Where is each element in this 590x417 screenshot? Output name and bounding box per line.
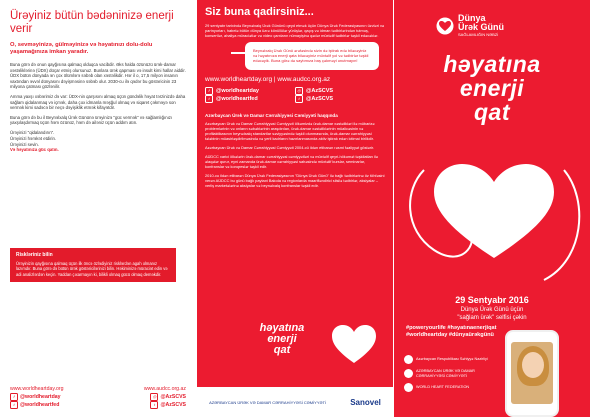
mid-twitter-handle-2: @AzSCVS bbox=[306, 95, 334, 102]
instagram-icon: ◎ bbox=[295, 87, 303, 95]
left-paragraph-1: Buna görə də onun qayğısına qalmaq olduqca vacibdir. Əks halda özünüzü ürək-damar xəstəliklərinə (ÜDX) düçar etmiş olursunuz. Bunlara ürək qapması və insult kimi hallar aiddir. ÜDX bütün dünyada ən çox ölümlərə səbəb olan xəstəlikdir. Hər il o, 17,5 milyon insanın vaxtından əvvəl dünyasını dəyişməsinə səbəb olur. 2030-cu ilə qədər bu göstəricinin 23 milyona çatması gözlənilir. bbox=[10, 62, 186, 90]
audcc-emblem-icon bbox=[404, 369, 413, 378]
footer-link-worldheartday[interactable]: www.worldheartday.org bbox=[10, 386, 64, 392]
risk-box bbox=[10, 248, 176, 282]
phone-screen bbox=[511, 342, 553, 404]
slogan-word: qat bbox=[273, 344, 291, 356]
footer-twitter-handle: @worldheartfed bbox=[20, 402, 60, 408]
footer-instagram[interactable] bbox=[150, 393, 186, 401]
left-footer bbox=[10, 385, 186, 409]
footer-twitter-handle-2: @AzSCVS bbox=[160, 402, 186, 408]
heart-icon bbox=[332, 325, 376, 365]
mid-card: Beynəlxalq Ürək Günü ərəfəsində sizin də iştirak edə biləcəyiniz və həyatınıza enerji qata biləcəyiniz müxtəlif yol və tədbirlər təşkil edəcəyik. Buna görə də saytımıza baş çəkməyi unutmayın! bbox=[245, 42, 379, 70]
whf-logo-label: WORLD HEART FEDERATION bbox=[416, 385, 470, 390]
right-slogan bbox=[394, 52, 590, 124]
mid-logos bbox=[197, 387, 393, 417]
right-logos bbox=[404, 355, 494, 397]
mid-social bbox=[205, 87, 385, 103]
slogan-word: enerji bbox=[459, 75, 525, 101]
society-title: Azərbaycan Ürək və Damar Cərrahiyyəsi Cəmiyyəti haqqında bbox=[205, 112, 338, 118]
mid-twitter-2[interactable] bbox=[295, 95, 385, 103]
society-paragraph-2: Azərbaycan Ürək və Damar Cərrahiyyəsi Cəmiyyəti 2004-cü ildən etibarən rəsmi fəaliyyət göstərir. bbox=[205, 144, 375, 150]
sanovel-logo: Sanovel bbox=[350, 397, 381, 407]
mid-facebook[interactable] bbox=[205, 87, 295, 95]
left-paragraph-3: Buna görə də bu il Beynəlxalq Ürək Gününə ürəyinizə "güc vermək" və sağlamlığınızı yaxşılaşdırmaq üçün həm özünüz, həm də ailəniz üçün addım atın. bbox=[10, 114, 173, 126]
ministry-logo bbox=[404, 355, 494, 364]
selfie-face bbox=[522, 352, 544, 378]
mid-instagram[interactable] bbox=[295, 87, 385, 95]
slogan-word: həyatına bbox=[259, 322, 305, 334]
society-paragraph-1: Azərbaycan Ürək və Damar Cərrahiyyəsi Cəmiyyəti ölkəmizdə ürək-damar xəstəlikləri ilə mübarizə problemlərinin və onların səbəblərinin araşdırılan, ürək-damar xəstəliklərinin müalicəsinin və profilaktikasının beynəlxalq standartlar səviyyəsində təşkil olunmasında, ürək-damar cərrahiyyəsi tələbinin müasirləşdirilməsində və yerli kadrların hazırlanmasında aktiv iştirak edən ictimai birlikdir. bbox=[205, 120, 375, 141]
right-panel bbox=[394, 0, 590, 417]
left-list bbox=[10, 130, 186, 153]
heart-cable-illustration bbox=[394, 140, 590, 290]
ministry-emblem-icon bbox=[404, 355, 413, 364]
list-item: Ürəyinizi hərəkət etdirin. bbox=[10, 135, 57, 141]
society-paragraph-3: AÜDCC xarici ölkələrin ürək-damar cərrahiyyəsi cəmiyyətləri və müxtəlif qeyri-hökumət təşkilatları ilə əlaqələr qurur, eyni zamanda ürək-damar cərrahiyyəsi sahəsində müxtəlif kurslar, seminarlar, konfranslar və konqreslər təşkil edir. bbox=[205, 153, 378, 169]
event-caption bbox=[394, 307, 590, 322]
facebook-icon: f bbox=[10, 393, 18, 401]
mid-title: Siz buna qadirsiniz... bbox=[205, 6, 314, 18]
hashtag-line: #poweryourlife #həyatınaenerjiqat bbox=[406, 325, 497, 331]
hashtags bbox=[406, 325, 496, 339]
left-title: Ürəyiniz bütün bədəninizə enerji verir bbox=[10, 10, 174, 35]
mid-facebook-handle: @worldheartday bbox=[216, 87, 259, 94]
mid-twitter-handle: @worldheartfed bbox=[216, 95, 258, 102]
audcc-logo: AZƏRBAYCAN ÜRƏK VƏ DAMAR CƏRRAHİYYƏSİ CƏMİYYƏTİ bbox=[209, 399, 327, 405]
list-final: Və həyatınıza güc qatın. bbox=[10, 147, 59, 153]
slogan-word: qat bbox=[474, 99, 510, 125]
mid-paragraph: 29 sentyabr tarixində Beynəlxalq Ürək Gününü qeyd etmək üçün Dünya Ürək Federasiyasının üzvləri və partnyorları, habelə bütün dünya üzrə könüllülər yürüşlər, qaçış və idman tədbirlərindən tutmuş, konsertlər, ahaliya müraciətlər və video çarxların nümayişinə qədər müxtəlif tədbirlər təşkil edəcəklər. bbox=[205, 23, 385, 38]
phone-selfie bbox=[505, 330, 559, 417]
slogan-word: həyatına bbox=[443, 51, 541, 77]
instagram-icon: ◎ bbox=[150, 393, 158, 401]
twitter-icon: t bbox=[295, 95, 303, 103]
twitter-icon: t bbox=[150, 401, 158, 409]
facebook-icon: f bbox=[205, 87, 213, 95]
society-paragraph-4: 2010-cu ildən etibarən Dünya Ürək Federasiyasının "Dünya Ürək Günü" ilə bağlı tədbirlərinə öz töhfəsini verən AÜDCC bu günü bağlı paytaxt Bakıda və regionlarda maarifləndirici silsilə tədbirlər, aksiyalar – verliş marketələrinə aksiyalar və beynəlxalq konfranslar təşkil edir. bbox=[205, 172, 385, 188]
risk-title: Riskləriniz bilin bbox=[16, 252, 53, 258]
footer-facebook-handle: @worldheartday bbox=[20, 394, 61, 400]
left-subtitle: O, sevməyinizə, gülməyinizə və həyatınızı dolu-dolu yaşamağınıza imkan yaradır. bbox=[10, 42, 153, 55]
whf-emblem-icon bbox=[404, 383, 413, 392]
footer-link-audcc[interactable]: www.audcc.org.az bbox=[143, 386, 186, 392]
mid-slogan bbox=[237, 323, 327, 356]
left-paragraph-2: Amma yaxşı xəbərimiz də var: ÜDX-nin qarşısını almaq üçün gündəlik həyat tərzinizdə daha sağlam qidalanmaq və içmək, daha çox idmanla məşğul olmaq və siqaret çəkməyə son vermək kimi sadəcə bir neçə dəyişiklik etmək kifayətdir. bbox=[10, 93, 186, 111]
twitter-icon: t bbox=[205, 95, 213, 103]
twitter-icon: t bbox=[10, 401, 18, 409]
hashtag-line: #worldheartday #dünyaürəkgünü bbox=[406, 332, 494, 338]
slogan-word: enerji bbox=[267, 333, 297, 345]
middle-panel bbox=[197, 0, 393, 417]
audcc-logo-label: AZƏRBAYCAN ÜRƏK VƏ DAMAR CƏRRAHİYYƏSİ CƏMİYYƏTİ bbox=[416, 369, 475, 378]
caption-line-1: Dünya Ürək Günü üçün bbox=[460, 307, 524, 313]
heart-logo-icon bbox=[436, 17, 454, 35]
ministry-logo-label: Azərbaycan Respublikası Səhiyyə Nazirliyi bbox=[416, 357, 488, 362]
left-panel bbox=[0, 0, 196, 417]
brand-line-2: Ürək Günü bbox=[458, 22, 505, 32]
caption-line-2: "sağlam ürək" selfisi çəkin bbox=[457, 314, 527, 321]
mid-instagram-handle: @AzSCVS bbox=[306, 87, 334, 94]
mid-twitter[interactable] bbox=[205, 95, 295, 103]
list-item: Ürəyinizi sevin. bbox=[10, 141, 39, 147]
event-date: 29 Sentyabr 2016 bbox=[455, 295, 529, 305]
whf-logo bbox=[404, 383, 494, 392]
mid-url[interactable]: www.worldheartday.org | www.audcc.org.az bbox=[205, 75, 331, 83]
brand-sub: SAĞLAMLIĞIN NƏBZİ bbox=[458, 32, 499, 37]
footer-twitter[interactable] bbox=[10, 401, 59, 409]
world-heart-day-wordmark bbox=[436, 14, 504, 37]
list-item: Ürəyinizi "qidalandırın". bbox=[10, 129, 55, 135]
footer-instagram-handle: @AzSCVS bbox=[160, 394, 186, 400]
risk-text: Ürəyinizin qayğısına qalmaq üçün ilk öncə özlədiyiniz risklərdən agah olmanız lazımdır. Buna görə də bütün ürək göstəricilərinizi bilin. Həkiminizə müraciət edin və adi analizlərdən keçin. Yaddan çıxarmayın ki, bilikli olmaq gücü olmaq deməkdir. bbox=[16, 261, 168, 277]
footer-twitter-2[interactable] bbox=[150, 401, 186, 409]
footer-facebook[interactable] bbox=[10, 393, 61, 401]
audcc-logo bbox=[404, 369, 494, 378]
brand-line-1: Dünya bbox=[458, 13, 486, 23]
